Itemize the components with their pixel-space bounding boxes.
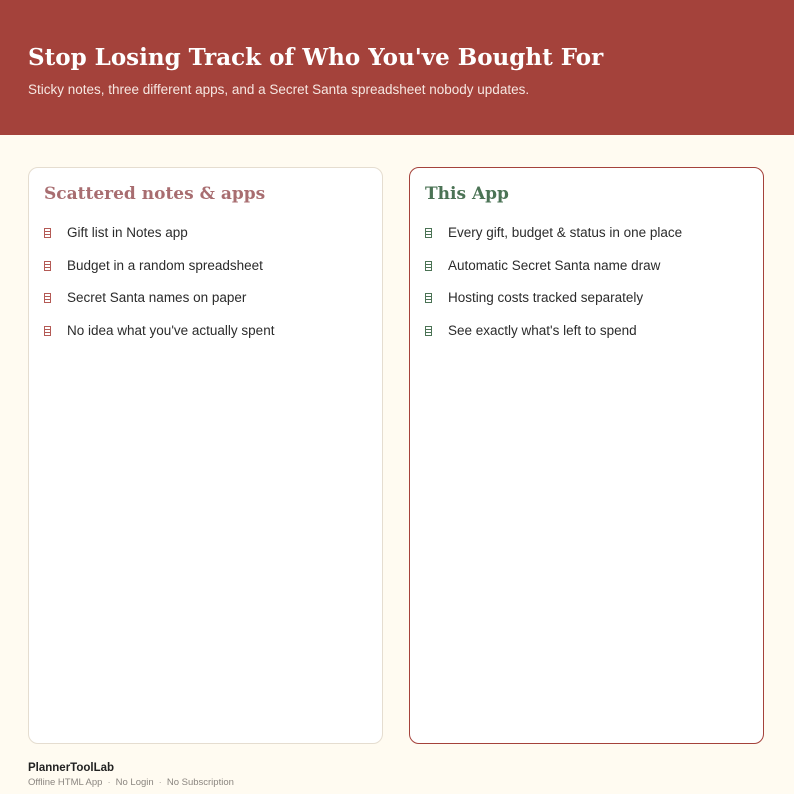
list-item-text: Hosting costs tracked separately [448,290,644,305]
list-item [44,287,274,309]
list-item-text: No idea what you've actually spent [67,322,275,338]
list-item-text: Budget in a random spreadsheet [67,257,263,273]
list-item [425,320,682,342]
check-box-icon [425,293,432,303]
footer-brand: PlannerToolLab [28,762,115,774]
check-box-icon [425,326,432,336]
list-item-text: Every gift, budget & status in one place [448,225,683,240]
footer-meta-no-login: No Login [115,777,154,788]
list-item [44,255,274,277]
hero-banner [0,0,794,135]
cross-box-icon [44,261,51,271]
list-item [425,222,682,244]
list-item-text: Automatic Secret Santa name draw [448,257,661,273]
list-item [425,255,682,277]
cross-box-icon [44,228,51,238]
list-item [44,222,274,244]
footer-meta-no-subscription: No Subscription [166,777,234,788]
comparison-card-old [28,167,383,744]
comparison-card-new [409,167,764,744]
check-box-icon [425,261,432,271]
cross-box-icon [44,293,51,303]
feature-list-old [44,222,274,352]
cross-box-icon [44,326,51,336]
list-item-text: Secret Santa names on paper [67,290,247,305]
footer-meta [28,776,234,789]
list-item-text: See exactly what's left to spend [448,322,637,338]
footer-separator: · [158,777,162,788]
list-item [425,287,682,309]
card-title-old: Scattered notes & apps [44,184,266,204]
check-box-icon [425,228,432,238]
list-item [44,320,274,342]
page-subtitle: Sticky notes, three different apps, and a Secret Santa spreadsheet nobody updates. [28,82,530,97]
footer-separator: · [107,777,111,788]
page-title: Stop Losing Track of Who You've Bought For [28,44,604,71]
footer-meta-offline: Offline HTML App [28,777,103,788]
feature-list-new [425,222,682,352]
card-title-new: This App [425,184,509,204]
list-item-text: Gift list in Notes app [67,225,188,240]
